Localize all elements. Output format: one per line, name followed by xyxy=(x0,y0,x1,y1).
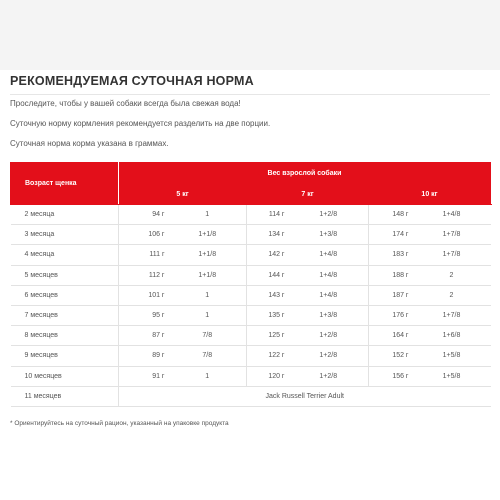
intro-paragraph-portions: Суточную норму кормления рекомендуется разделить на две порции. xyxy=(10,119,271,128)
cups-cell: 1+7/8 xyxy=(413,225,491,245)
weight-7kg-header: 7 кг xyxy=(247,184,369,205)
grams-cell: 89 г xyxy=(119,346,169,366)
cups-cell: 7/8 xyxy=(169,326,247,346)
cups-cell: 1+4/8 xyxy=(289,245,369,265)
age-column-header: Возраст щенка xyxy=(11,163,119,205)
cups-cell: 1+4/8 xyxy=(289,285,369,305)
cups-cell: 1+2/8 xyxy=(289,326,369,346)
grams-cell: 111 г xyxy=(119,245,169,265)
cups-cell: 7/8 xyxy=(169,346,247,366)
age-cell: 6 месяцев xyxy=(11,285,119,305)
table-row xyxy=(11,305,491,325)
top-banner xyxy=(0,0,500,70)
age-cell: 2 месяца xyxy=(11,205,119,225)
grams-cell: 87 г xyxy=(119,326,169,346)
table-body xyxy=(11,205,491,407)
table-row xyxy=(11,366,491,386)
grams-cell: 91 г xyxy=(119,366,169,386)
grams-cell: 143 г xyxy=(247,285,289,305)
grams-cell: 174 г xyxy=(369,225,413,245)
cups-cell: 1+6/8 xyxy=(413,326,491,346)
feeding-table xyxy=(10,162,491,407)
product-recommendation-cell: Jack Russell Terrier Adult xyxy=(119,386,491,406)
table-row xyxy=(11,326,491,346)
cups-cell: 1+7/8 xyxy=(413,245,491,265)
cups-cell: 1 xyxy=(169,285,247,305)
grams-cell: 183 г xyxy=(369,245,413,265)
grams-cell: 188 г xyxy=(369,265,413,285)
intro-paragraph-water: Проследите, чтобы у вашей собаки всегда была свежая вода! xyxy=(10,99,241,108)
grams-cell: 142 г xyxy=(247,245,289,265)
grams-cell: 114 г xyxy=(247,205,289,225)
cups-cell: 1+1/8 xyxy=(169,225,247,245)
age-cell: 8 месяцев xyxy=(11,326,119,346)
age-cell: 5 месяцев xyxy=(11,265,119,285)
cups-cell: 1+3/8 xyxy=(289,305,369,325)
age-cell: 7 месяцев xyxy=(11,305,119,325)
cups-cell: 1 xyxy=(169,205,247,225)
age-cell: 3 месяца xyxy=(11,225,119,245)
cups-cell: 1+1/8 xyxy=(169,265,247,285)
table-row xyxy=(11,346,491,366)
intro-text xyxy=(10,98,490,158)
grams-cell: 164 г xyxy=(369,326,413,346)
cups-cell: 1+1/8 xyxy=(169,245,247,265)
cups-cell: 1+2/8 xyxy=(289,346,369,366)
table-row xyxy=(11,386,491,406)
footnote: * Ориентируйтесь на суточный рацион, указанный на упаковке продукта xyxy=(10,420,229,427)
grams-cell: 106 г xyxy=(119,225,169,245)
cups-cell: 1+5/8 xyxy=(413,346,491,366)
cups-cell: 1+7/8 xyxy=(413,305,491,325)
cups-cell: 2 xyxy=(413,285,491,305)
grams-cell: 156 г xyxy=(369,366,413,386)
grams-cell: 134 г xyxy=(247,225,289,245)
grams-cell: 144 г xyxy=(247,265,289,285)
grams-cell: 135 г xyxy=(247,305,289,325)
grams-cell: 148 г xyxy=(369,205,413,225)
cups-cell: 1 xyxy=(169,305,247,325)
page-title: РЕКОМЕНДУЕМАЯ СУТОЧНАЯ НОРМА xyxy=(10,74,254,88)
grams-cell: 122 г xyxy=(247,346,289,366)
table-row xyxy=(11,265,491,285)
table-row xyxy=(11,245,491,265)
cups-cell: 1+4/8 xyxy=(289,265,369,285)
grams-cell: 120 г xyxy=(247,366,289,386)
age-cell: 11 месяцев xyxy=(11,386,119,406)
table-row xyxy=(11,225,491,245)
grams-cell: 95 г xyxy=(119,305,169,325)
cups-cell: 1+3/8 xyxy=(289,225,369,245)
weight-10kg-header: 10 кг xyxy=(369,184,491,205)
intro-paragraph-grams: Суточная норма корма указана в граммах. xyxy=(10,139,169,148)
age-cell: 10 месяцев xyxy=(11,366,119,386)
table-row xyxy=(11,285,491,305)
age-cell: 4 месяца xyxy=(11,245,119,265)
cups-cell: 1+2/8 xyxy=(289,366,369,386)
table-row xyxy=(11,205,491,225)
table-header-row xyxy=(11,163,491,184)
cups-cell: 1 xyxy=(169,366,247,386)
cups-cell: 2 xyxy=(413,265,491,285)
section-header xyxy=(10,70,490,90)
adult-weight-header: Вес взрослой собаки xyxy=(119,163,491,184)
grams-cell: 101 г xyxy=(119,285,169,305)
weight-5kg-header: 5 кг xyxy=(119,184,247,205)
grams-cell: 187 г xyxy=(369,285,413,305)
cups-cell: 1+2/8 xyxy=(289,205,369,225)
grams-cell: 125 г xyxy=(247,326,289,346)
cups-cell: 1+4/8 xyxy=(413,205,491,225)
cups-cell: 1+5/8 xyxy=(413,366,491,386)
age-cell: 9 месяцев xyxy=(11,346,119,366)
grams-cell: 176 г xyxy=(369,305,413,325)
grams-cell: 112 г xyxy=(119,265,169,285)
grams-cell: 152 г xyxy=(369,346,413,366)
grams-cell: 94 г xyxy=(119,205,169,225)
